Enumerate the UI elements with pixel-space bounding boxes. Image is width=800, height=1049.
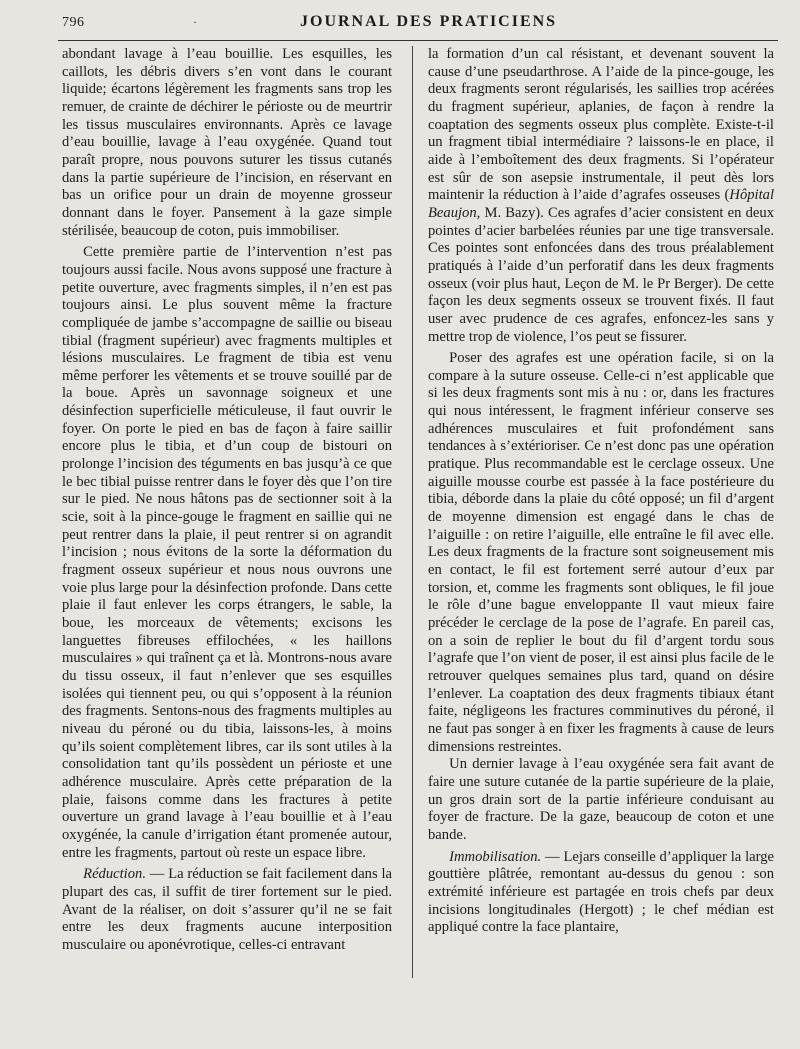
left-paragraph-1: abondant lavage à l’eau bouillie. Les esquilles, les caillots, les débris divers s’en vont dans le courant liquide; écartons légèrement les fragments sans trop les remuer, de crainte de déchirer le périoste ou de meurtrir les tissus musculaires environnants. Après ce lavage d’eau bouillie, lavage à l’eau oxygénée. Quand tout paraît propre, nous pouvons suturer les tissus cutanés dans la partie supérieure de l’incision, en réservant en bas un orifice pour un drain de moyenne grosseur donnant dans le foyer. Pansement à la gaze simple stérilisée, beaucoup de coton, puis immobiliser. bbox=[62, 46, 392, 239]
right-paragraph-4-text: — Lejars conseille d’appliquer la large gouttière plâtrée, remontant au-dessus du genou : son extrémité inférieure est partagée en trois chefs par deux incisions longitudinales (Hergott) ; le chef médian est appliqué contre la face plantaire, bbox=[428, 848, 774, 936]
right-paragraph-1-italic: Hôpital Beaujon, bbox=[428, 187, 774, 221]
right-paragraph-2: Poser des agrafes est une opération facile, si on la compare à la suture osseuse. Celle-ci n’est applicable que si les deux fragments sont mis à nu : or, dans les fractures qui nous intéressent, le fragment inférieur conserve ses adhérences musculaires et fuit profondément sans tendances à s’extérioriser. Ce n’est donc pas une opération pratique. Plus recommandable est le cerclage osseux. Une aiguille mousse courbe est passée à la face postérieure du tibia, déborde dans la plaie du côté opposé; un fil d’argent de moyenne dimension est engagé dans le chas de l’aiguille : on retire l’aiguille, elle entraîne le fil avec elle. Les deux fragments de la fracture sont soigneusement mis en contact, le fil est fortement serré autour d’eux par torsion, et, comme les fragments sont obliques, le fil joue le rôle d’une bague enveloppante Il vaut mieux faire précéder le cerclage de la pose de l’agrafe. En pareil cas, on a soin de replier le bout du fil d’argent tordu sous l’agrafe que l’on vient de poser, il est ainsi plus facile de le retrouver quelques semaines plus tard, quand on désire l’enlever. La coaptation des deux fragments tibiaux étant faite, négligeons les fractures comminutives du péroné, il ne faut pas songer à en fixer les fragments à cause de leurs dimensions restreintes. bbox=[428, 350, 774, 755]
column-divider bbox=[412, 46, 413, 978]
right-paragraph-1 bbox=[428, 46, 774, 346]
page-header bbox=[0, 13, 800, 37]
header-separator: · bbox=[193, 15, 197, 29]
section-heading-reduction: Réduction. bbox=[83, 866, 146, 883]
running-title: JOURNAL DES PRATICIENS bbox=[300, 13, 558, 30]
left-paragraph-2: Cette première partie de l’intervention n’est pas toujours aussi facile. Nous avons supposé une fracture à petite ouverture, avec fragments simples, il n’en est pas toujours ainsi. Le plus souvent même la fracture compliquée de jambe s’accompagne de saillie ou biseau tibial (fragment supérieur) avec fragments multiples et lésions musculaires. Le fragment de tibia est venu même perforer les vêtements et se trouve souillé par de la boue. Après un savonnage soigneux et une désinfection superficielle méticuleuse, il faut ouvrir le foyer. On porte le pied en bas de façon à faire saillir encore plus le tibia, et d’un coup de bistouri on prolonge l’incision des téguments en bas jusqu’à ce que le bec tibial puisse rentrer dans le foyer dès que l’on tire sur le pied. Ne nous hâtons pas de sectionner soit à la scie, soit à la pince-gouge le fragment en saillie qui ne peut rentrer dans la plaie, il peut rentrer si on agrandit l’incision ; nous évitons de la sorte la déformation du fragment osseux supérieur et nous nous ouvrons une voie plus large pour la désinfection profonde. Dans cette plaie il faut enlever les corps étrangers, le sable, la boue, les morceaux de vêtements; excisons les languettes fibreuses effilochées, « les haillons musculaires » qui traînent ça et là. Montrons-nous avare du tissu osseux, il faut n’enlever que ses esquilles isolées qui tiennent peu, ou qui s’opposent à la réunion des fragments. Sentons-nous des fragments multiples au niveau du péroné ou du tibia, laissons-les, à moins qu’ils soient complètement libres, car ils sont utiles à la consolidation tant qu’ils possèdent un périoste et une adhérence musculaire. Après cette préparation de la plaie, faisons comme dans les fractures à petite ouverture un grand lavage à l’eau bouillie et à l’eau oxygénée, la canule d’irrigation étant promenée autour, entre les fragments, partout où reste un espace libre. bbox=[62, 244, 393, 861]
left-paragraph-3 bbox=[62, 866, 392, 954]
left-paragraph-3-text: — La réduction se fait facilement dans la plupart des cas, il suffit de tirer fortement sur le pied. Avant de la réaliser, on doit s’assurer qu’il ne se fait entre les deux fragments aucune interposition musculaire ou aponévrotique, celles-ci entravant bbox=[62, 866, 392, 953]
page-number: 796 bbox=[62, 15, 85, 30]
right-paragraph-1-cont: M. Bazy). Ces agrafes d’acier consistent en deux pointes d’acier barbelées réunies par une tige transversale. Ces pointes sont enfoncées dans des trous préalablement pratiqués à l’aide d’un perforatif dans les deux fragments osseux (voir plus haut, Leçon de M. le Pr Berger). De cette façon les deux segments osseux se trouvent fixés. Il faut user avec prudence de ces agrafes, enfoncez-les sans y mettre trop de violence, l’os peut se fissurer. bbox=[428, 204, 774, 345]
header-rule bbox=[58, 40, 778, 41]
right-paragraph-4 bbox=[428, 849, 774, 937]
right-paragraph-3: Un dernier lavage à l’eau oxygénée sera fait avant de faire une suture cutanée de la partie supérieure de la plaie, un gros drain sort de la partie inférieure conduisant au foyer de fracture. De la gaze, beaucoup de coton et une bande. bbox=[428, 756, 774, 843]
left-column bbox=[62, 46, 392, 954]
right-column bbox=[428, 46, 774, 937]
section-heading-immobilisation: Immobilisation. bbox=[449, 848, 542, 865]
right-paragraph-1-text: la formation d’un cal résistant, et devenant souvent la cause d’une pseudarthrose. A l’aide de la pince-gouge, les deux fragments seront régularisés, les saillies trop acérées du fragment supérieur, aplanies, de façon à rendre la coaptation des segments osseux plus complète. Existe-t-il un fragment tibial intermédiaire ? laissons-le en place, il aide à l’emboîtement des deux fragments. Si l’opérateur est sûr de son asepsie instrumentale, il peut dès lors maintenir la réduction à l’aide d’agrafes osseuses ( bbox=[428, 46, 774, 204]
